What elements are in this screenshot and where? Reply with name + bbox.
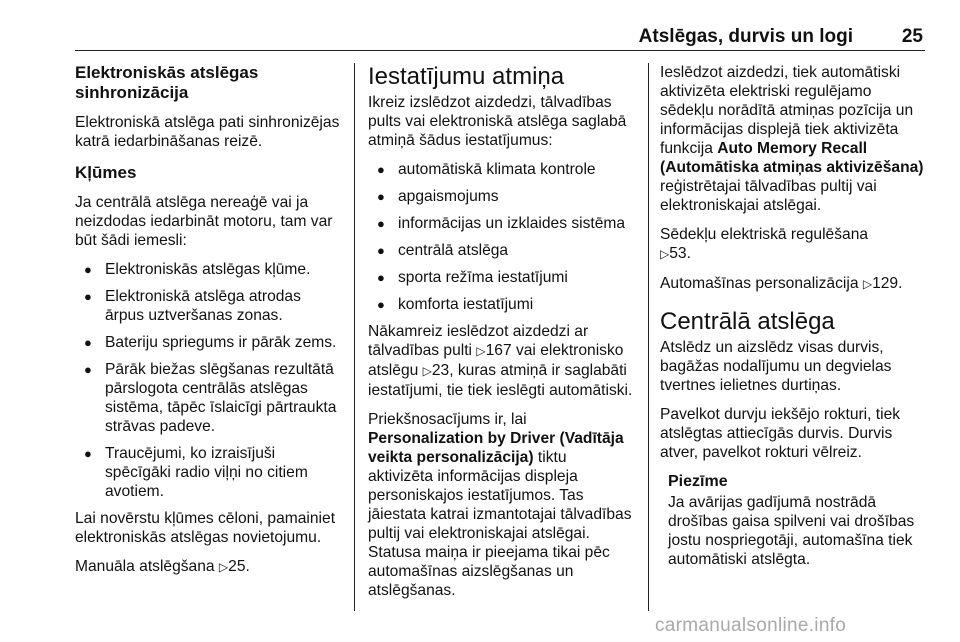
heading-faults: Kļūmes bbox=[75, 163, 137, 182]
list-item: ● informācijas un izklaides sistēma bbox=[368, 214, 634, 233]
watermark: carmanualsonline.info bbox=[655, 615, 847, 636]
column-1 bbox=[75, 63, 343, 587]
column-divider-1 bbox=[354, 63, 355, 611]
page-number: 25 bbox=[901, 26, 923, 47]
note-text: Ja avārijas gadījumā nostrādā drošības gaisa spilveni vai drošības jostu nospriegotāji, automašīna tiek automātiski atslēgta. bbox=[668, 494, 915, 568]
seat-text: Sēdekļu elektriskā regulēšana bbox=[660, 226, 869, 243]
heading-sync: Elektroniskās atslēgas sinhronizācija bbox=[75, 63, 259, 102]
paragraph-sync: Elektroniskā atslēga pati sinhronizējas katrā iedarbināšanas reizē. bbox=[75, 114, 340, 150]
manual-label: Manuāla atslēgšana bbox=[75, 558, 215, 575]
list-item: ● Traucējumi, ko izraisījuši spēcīgāki radio viļņi no citiem avotiem. bbox=[75, 444, 343, 501]
column-2 bbox=[368, 63, 634, 610]
paragraph-pull: Pavelkot durvju iekšējo rokturi, tiek atslēgtas attiecīgās durvis. Durvis atver, pavelkot rokturi vēlreiz. bbox=[660, 406, 901, 461]
page-ref-link[interactable]: ▷ 23, kuras atmiņā ir saglabāti iestatījumi, tie tiek ieslēgti automātiski. bbox=[368, 362, 632, 399]
pre-text: Priekšnosacījums ir, lai bbox=[368, 411, 527, 428]
next-text: Nākamreiz ieslēdzot aizdedzi ar tālvadības pulti bbox=[368, 323, 589, 359]
list-item: ● Pārāk biežas slēgšanas rezultātā pārslogota centrālās atslēgas sistēma, tāpēc īslaicīgi pārtraukta strāvas padeve. bbox=[75, 360, 343, 436]
paragraph-seat bbox=[660, 225, 925, 264]
faults-list bbox=[75, 260, 343, 501]
list-item: ● Elektroniskās atslēgas kļūme. bbox=[75, 260, 343, 279]
page-ref-link[interactable]: ▷ 53. bbox=[660, 245, 691, 262]
list-item: ● centrālā atslēga bbox=[368, 241, 634, 260]
pers-text: Automašīnas personalizācija bbox=[660, 275, 859, 292]
page-ref-link[interactable]: ▷ 25. bbox=[219, 558, 250, 575]
note-box bbox=[660, 472, 925, 569]
paragraph-precondition bbox=[368, 410, 634, 600]
ignition-rest-text: reģistrētajai tālvadības pultij vai elektroniskajai atslēgai. bbox=[660, 178, 877, 214]
paragraph-next bbox=[368, 322, 634, 400]
memory-list bbox=[368, 160, 634, 314]
heading-central-lock: Centrālā atslēga bbox=[660, 308, 835, 335]
paragraph-intro: Ikreiz izslēdzot aizdedzi, tālvadības pults vai elektroniskā atslēga saglabā atmiņā šādus iestatījumus: bbox=[368, 94, 627, 149]
list-item: ● sporta režīma iestatījumi bbox=[368, 268, 634, 287]
page-header bbox=[75, 20, 925, 51]
list-item: ● automātiskā klimata kontrole bbox=[368, 160, 634, 179]
note-title: Piezīme bbox=[668, 473, 728, 490]
paragraph-avoid: Lai novērstu kļūmes cēloni, pamainiet elektroniskās atslēgas novietojumu. bbox=[75, 510, 336, 546]
menu-term: Personalization by Driver (Vadītāja veikta personalizācija) bbox=[368, 430, 624, 466]
menu-term: Auto Memory Recall (Automātiska atmiņas aktivizēšana) bbox=[660, 140, 924, 176]
heading-memory: Iestatījumu atmiņa bbox=[368, 63, 565, 90]
list-item: ● komforta iestatījumi bbox=[368, 295, 634, 314]
page-ref-link[interactable]: ▷ 167 vai elektronisko atslēgu bbox=[368, 342, 623, 379]
pre-rest-text: tiktu aktivizēta informācijas displeja personiskajos iestatījumos. Tas jāiestata katrai izmantotajai tālvadības pultij vai elektroniskajai atslēgai. Statusa maiņa ir pieejama tikai pēc automašīnas aizslēgšanas un atslēgšanas. bbox=[368, 449, 632, 599]
paragraph-manual bbox=[75, 557, 343, 577]
list-item: ● apgaismojums bbox=[368, 187, 634, 206]
column-divider-2 bbox=[648, 63, 649, 611]
header-title: Atslēgas, durvis un logi bbox=[638, 26, 853, 47]
list-item: ● Bateriju spriegums ir pārāk zems. bbox=[75, 333, 343, 352]
paragraph-personalization bbox=[660, 274, 925, 294]
page-ref-link[interactable]: ▷ 129. bbox=[863, 275, 903, 292]
paragraph-faults: Ja centrālā atslēga nereaģē vai ja neizdodas iedarbināt motoru, tam var būt šādi iemesli: bbox=[75, 194, 333, 249]
ignition-text: Ieslēdzot aizdedzi, tiek automātiski aktivizēta elektriski regulējamo sēdekļu norādītā atmiņas pozīcija un informācijas displejā tiek aktivizēta funkcija bbox=[660, 64, 914, 157]
list-item: ● Elektroniskā atslēga atrodas ārpus uztveršanas zonas. bbox=[75, 287, 343, 325]
column-3 bbox=[660, 63, 925, 569]
paragraph-ignition bbox=[660, 63, 925, 215]
paragraph-central: Atslēdz un aizslēdz visas durvis, bagāžas nodalījumu un degvielas tvertnes ielietnes durtiņas. bbox=[660, 339, 892, 394]
